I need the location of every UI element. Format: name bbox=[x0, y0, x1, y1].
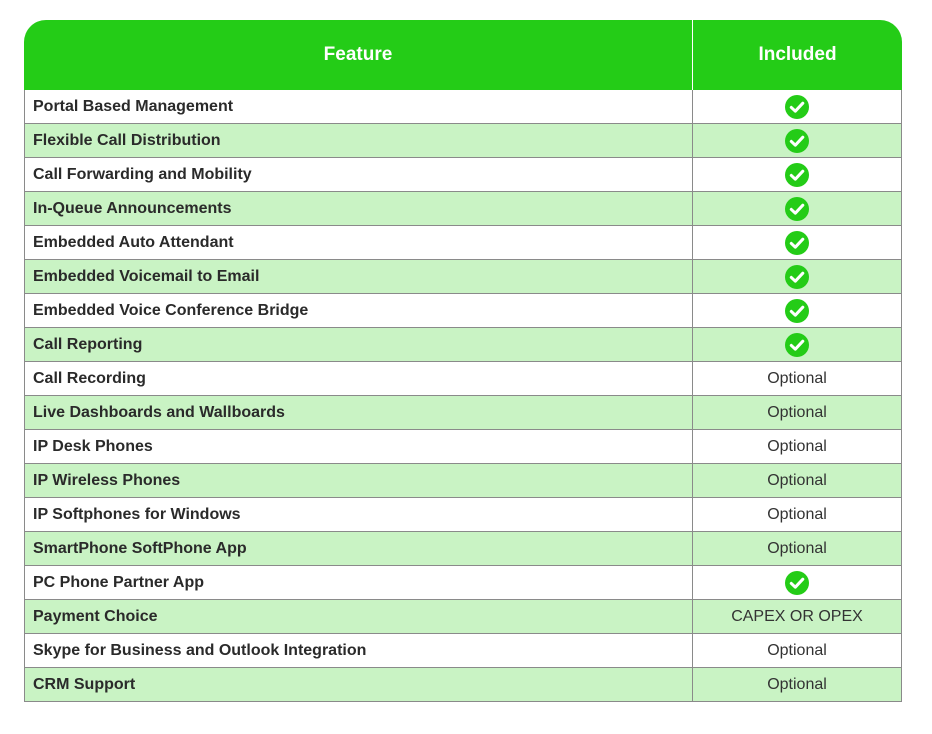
feature-cell: IP Desk Phones bbox=[25, 430, 693, 463]
table-row bbox=[24, 430, 902, 464]
included-cell bbox=[693, 260, 901, 293]
feature-cell: Skype for Business and Outlook Integration bbox=[25, 634, 693, 667]
check-circle-icon bbox=[785, 265, 809, 289]
feature-cell: Embedded Voice Conference Bridge bbox=[25, 294, 693, 327]
table-row bbox=[24, 634, 902, 668]
feature-cell: CRM Support bbox=[25, 668, 693, 701]
included-value: Optional bbox=[767, 437, 827, 455]
check-circle-icon bbox=[785, 163, 809, 187]
check-circle-icon bbox=[785, 333, 809, 357]
check-circle-icon bbox=[785, 299, 809, 323]
feature-cell: Call Recording bbox=[25, 362, 693, 395]
table-row bbox=[24, 158, 902, 192]
check-circle-icon bbox=[785, 95, 809, 119]
feature-cell: Portal Based Management bbox=[25, 90, 693, 123]
table-row bbox=[24, 294, 902, 328]
included-value: Optional bbox=[767, 539, 827, 557]
feature-cell: SmartPhone SoftPhone App bbox=[25, 532, 693, 565]
table-row bbox=[24, 226, 902, 260]
table-row bbox=[24, 396, 902, 430]
feature-cell: Live Dashboards and Wallboards bbox=[25, 396, 693, 429]
feature-cell: In-Queue Announcements bbox=[25, 192, 693, 225]
table-row bbox=[24, 600, 902, 634]
included-cell bbox=[693, 226, 901, 259]
included-value: CAPEX OR OPEX bbox=[731, 607, 863, 625]
included-value: Optional bbox=[767, 369, 827, 387]
table-row bbox=[24, 192, 902, 226]
check-circle-icon bbox=[785, 197, 809, 221]
included-cell bbox=[693, 498, 901, 531]
check-circle-icon bbox=[785, 571, 809, 595]
included-cell bbox=[693, 464, 901, 497]
included-value: Optional bbox=[767, 505, 827, 523]
feature-cell: Embedded Auto Attendant bbox=[25, 226, 693, 259]
table-row bbox=[24, 668, 902, 702]
table-body bbox=[24, 90, 902, 702]
included-cell bbox=[693, 158, 901, 191]
included-cell bbox=[693, 396, 901, 429]
feature-cell: Payment Choice bbox=[25, 600, 693, 633]
included-cell bbox=[693, 430, 901, 463]
included-cell bbox=[693, 90, 901, 123]
included-cell bbox=[693, 328, 901, 361]
table-row bbox=[24, 124, 902, 158]
included-value: Optional bbox=[767, 641, 827, 659]
included-cell bbox=[693, 600, 901, 633]
included-cell bbox=[693, 124, 901, 157]
feature-cell: PC Phone Partner App bbox=[25, 566, 693, 599]
table-row bbox=[24, 532, 902, 566]
included-value: Optional bbox=[767, 403, 827, 421]
feature-cell: Call Forwarding and Mobility bbox=[25, 158, 693, 191]
included-column-header: Included bbox=[758, 44, 837, 65]
included-cell bbox=[693, 634, 901, 667]
table-row bbox=[24, 464, 902, 498]
table-row bbox=[24, 362, 902, 396]
included-value: Optional bbox=[767, 675, 827, 693]
table-row bbox=[24, 260, 902, 294]
table-row bbox=[24, 498, 902, 532]
included-value: Optional bbox=[767, 471, 827, 489]
included-cell bbox=[693, 362, 901, 395]
included-cell bbox=[693, 294, 901, 327]
check-circle-icon bbox=[785, 129, 809, 153]
included-cell bbox=[693, 532, 901, 565]
feature-cell: Call Reporting bbox=[25, 328, 693, 361]
feature-cell: IP Wireless Phones bbox=[25, 464, 693, 497]
check-circle-icon bbox=[785, 231, 809, 255]
table-row bbox=[24, 328, 902, 362]
included-cell bbox=[693, 566, 901, 599]
feature-cell: Embedded Voicemail to Email bbox=[25, 260, 693, 293]
included-cell bbox=[693, 668, 901, 701]
feature-cell: IP Softphones for Windows bbox=[25, 498, 693, 531]
table-row bbox=[24, 90, 902, 124]
feature-cell: Flexible Call Distribution bbox=[25, 124, 693, 157]
feature-column-header: Feature bbox=[24, 20, 693, 90]
feature-table bbox=[24, 20, 902, 702]
table-header bbox=[24, 20, 902, 90]
table-row bbox=[24, 566, 902, 600]
included-cell bbox=[693, 192, 901, 225]
